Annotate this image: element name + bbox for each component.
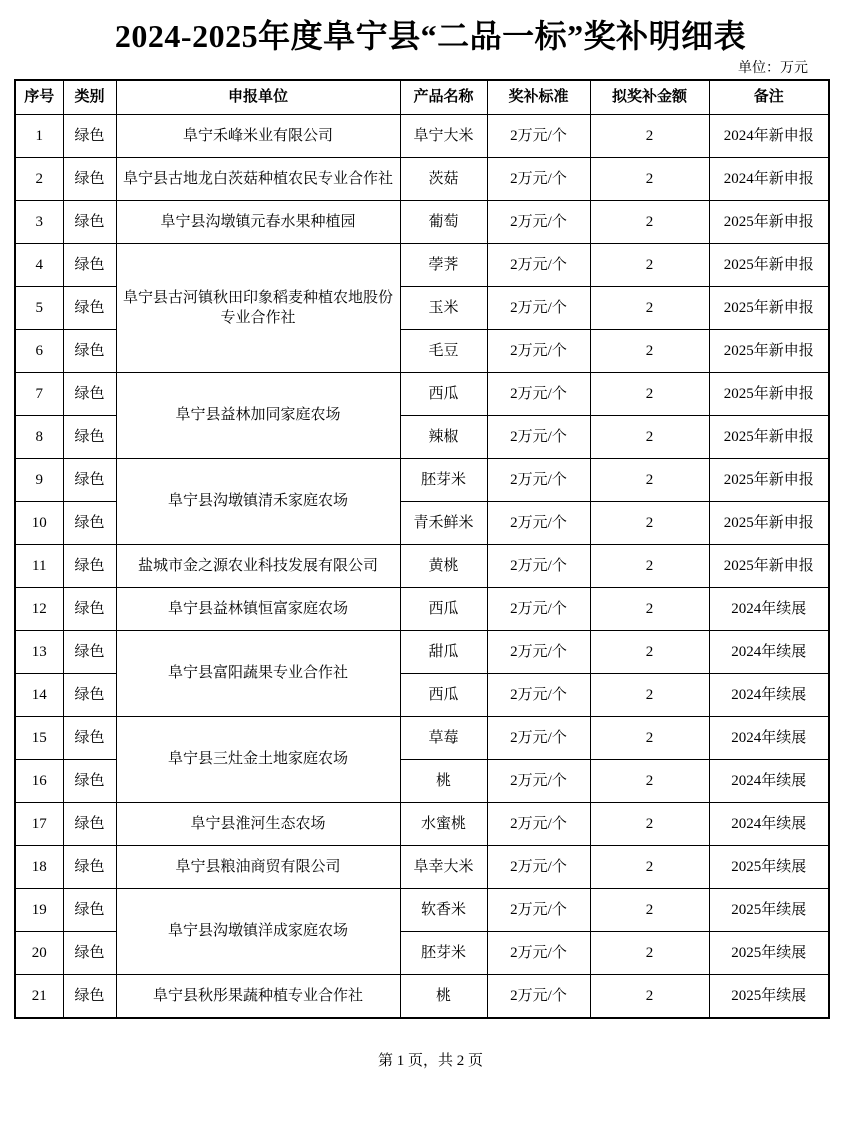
table-row — [15, 201, 829, 244]
amount-cell: 2 — [590, 244, 709, 287]
row-number-cell: 6 — [15, 330, 63, 373]
standard-cell: 2万元/个 — [487, 760, 590, 803]
remark-cell: 2025年新申报 — [709, 287, 829, 330]
standard-cell: 2万元/个 — [487, 932, 590, 975]
applicant-cell: 阜宁县益林加同家庭农场 — [116, 373, 400, 459]
remark-cell: 2024年续展 — [709, 674, 829, 717]
row-number-cell: 10 — [15, 502, 63, 545]
row-number-cell: 17 — [15, 803, 63, 846]
standard-cell: 2万元/个 — [487, 631, 590, 674]
standard-cell: 2万元/个 — [487, 330, 590, 373]
row-number-cell: 12 — [15, 588, 63, 631]
row-number-cell: 7 — [15, 373, 63, 416]
table-row — [15, 889, 829, 932]
row-number-cell: 9 — [15, 459, 63, 502]
col-header-amount: 拟奖补金额 — [590, 80, 709, 115]
product-cell: 玉米 — [400, 287, 487, 330]
product-cell: 胚芽米 — [400, 459, 487, 502]
remark-cell: 2024年续展 — [709, 803, 829, 846]
applicant-cell: 阜宁县粮油商贸有限公司 — [116, 846, 400, 889]
category-cell: 绿色 — [63, 545, 116, 588]
product-cell: 阜幸大米 — [400, 846, 487, 889]
row-number-cell: 5 — [15, 287, 63, 330]
remark-cell: 2025年新申报 — [709, 459, 829, 502]
applicant-cell: 阜宁县沟墩镇洋成家庭农场 — [116, 889, 400, 975]
col-header-applicant: 申报单位 — [116, 80, 400, 115]
category-cell: 绿色 — [63, 459, 116, 502]
category-cell: 绿色 — [63, 115, 116, 158]
amount-cell: 2 — [590, 932, 709, 975]
product-cell: 胚芽米 — [400, 932, 487, 975]
amount-cell: 2 — [590, 846, 709, 889]
amount-cell: 2 — [590, 975, 709, 1018]
row-number-cell: 2 — [15, 158, 63, 201]
category-cell: 绿色 — [63, 373, 116, 416]
remark-cell: 2024年续展 — [709, 631, 829, 674]
standard-cell: 2万元/个 — [487, 975, 590, 1018]
standard-cell: 2万元/个 — [487, 201, 590, 244]
product-cell: 西瓜 — [400, 588, 487, 631]
product-cell: 阜宁大米 — [400, 115, 487, 158]
row-number-cell: 15 — [15, 717, 63, 760]
row-number-cell: 11 — [15, 545, 63, 588]
remark-cell: 2025年续展 — [709, 975, 829, 1018]
table-row — [15, 588, 829, 631]
subsidy-table — [14, 79, 830, 1019]
standard-cell: 2万元/个 — [487, 115, 590, 158]
amount-cell: 2 — [590, 545, 709, 588]
standard-cell: 2万元/个 — [487, 502, 590, 545]
remark-cell: 2025年新申报 — [709, 502, 829, 545]
table-row — [15, 631, 829, 674]
table-row — [15, 244, 829, 287]
page-number: 第 1 页，共 2 页 — [377, 1052, 483, 1069]
standard-cell: 2万元/个 — [487, 459, 590, 502]
remark-cell: 2025年续展 — [709, 889, 829, 932]
unit-note: 单位：万元 — [738, 60, 808, 76]
amount-cell: 2 — [590, 201, 709, 244]
amount-cell: 2 — [590, 717, 709, 760]
table-row — [15, 545, 829, 588]
amount-cell: 2 — [590, 502, 709, 545]
product-cell: 青禾鲜米 — [400, 502, 487, 545]
remark-cell: 2024年新申报 — [709, 158, 829, 201]
table-row — [15, 975, 829, 1018]
standard-cell: 2万元/个 — [487, 158, 590, 201]
category-cell: 绿色 — [63, 932, 116, 975]
applicant-cell: 阜宁县富阳蔬果专业合作社 — [116, 631, 400, 717]
amount-cell: 2 — [590, 760, 709, 803]
product-cell: 西瓜 — [400, 674, 487, 717]
standard-cell: 2万元/个 — [487, 545, 590, 588]
remark-cell: 2025年新申报 — [709, 373, 829, 416]
remark-cell: 2024年续展 — [709, 760, 829, 803]
amount-cell: 2 — [590, 416, 709, 459]
applicant-cell: 阜宁县秋彤果蔬种植专业合作社 — [116, 975, 400, 1018]
product-cell: 毛豆 — [400, 330, 487, 373]
amount-cell: 2 — [590, 631, 709, 674]
applicant-cell: 阜宁县沟墩镇清禾家庭农场 — [116, 459, 400, 545]
category-cell: 绿色 — [63, 287, 116, 330]
row-number-cell: 13 — [15, 631, 63, 674]
row-number-cell: 21 — [15, 975, 63, 1018]
applicant-cell: 阜宁禾峰米业有限公司 — [116, 115, 400, 158]
product-cell: 草莓 — [400, 717, 487, 760]
applicant-cell: 阜宁县三灶金土地家庭农场 — [116, 717, 400, 803]
category-cell: 绿色 — [63, 674, 116, 717]
standard-cell: 2万元/个 — [487, 416, 590, 459]
amount-cell: 2 — [590, 373, 709, 416]
standard-cell: 2万元/个 — [487, 803, 590, 846]
col-header-no: 序号 — [15, 80, 63, 115]
product-cell: 葡萄 — [400, 201, 487, 244]
product-cell: 软香米 — [400, 889, 487, 932]
category-cell: 绿色 — [63, 201, 116, 244]
product-cell: 西瓜 — [400, 373, 487, 416]
remark-cell: 2025年续展 — [709, 846, 829, 889]
amount-cell: 2 — [590, 287, 709, 330]
applicant-cell: 阜宁县淮河生态农场 — [116, 803, 400, 846]
remark-cell: 2024年续展 — [709, 717, 829, 760]
applicant-cell: 阜宁县益林镇恒富家庭农场 — [116, 588, 400, 631]
amount-cell: 2 — [590, 674, 709, 717]
standard-cell: 2万元/个 — [487, 717, 590, 760]
remark-cell: 2025年新申报 — [709, 416, 829, 459]
product-cell: 茨菇 — [400, 158, 487, 201]
table-row — [15, 459, 829, 502]
standard-cell: 2万元/个 — [487, 846, 590, 889]
standard-cell: 2万元/个 — [487, 373, 590, 416]
row-number-cell: 4 — [15, 244, 63, 287]
product-cell: 辣椒 — [400, 416, 487, 459]
product-cell: 黄桃 — [400, 545, 487, 588]
product-cell: 荸荠 — [400, 244, 487, 287]
table-row — [15, 115, 829, 158]
remark-cell: 2025年新申报 — [709, 244, 829, 287]
amount-cell: 2 — [590, 330, 709, 373]
row-number-cell: 16 — [15, 760, 63, 803]
row-number-cell: 14 — [15, 674, 63, 717]
product-cell: 水蜜桃 — [400, 803, 487, 846]
remark-cell: 2025年续展 — [709, 932, 829, 975]
table-row — [15, 803, 829, 846]
category-cell: 绿色 — [63, 717, 116, 760]
applicant-cell: 盐城市金之源农业科技发展有限公司 — [116, 545, 400, 588]
applicant-cell: 阜宁县古河镇秋田印象稻麦种植农地股份专业合作社 — [116, 244, 400, 373]
standard-cell: 2万元/个 — [487, 244, 590, 287]
table-header — [15, 80, 829, 115]
table-row — [15, 846, 829, 889]
col-header-product: 产品名称 — [400, 80, 487, 115]
category-cell: 绿色 — [63, 803, 116, 846]
category-cell: 绿色 — [63, 846, 116, 889]
applicant-cell: 阜宁县古地龙白茨菇种植农民专业合作社 — [116, 158, 400, 201]
amount-cell: 2 — [590, 459, 709, 502]
product-cell: 甜瓜 — [400, 631, 487, 674]
table-row — [15, 717, 829, 760]
standard-cell: 2万元/个 — [487, 889, 590, 932]
category-cell: 绿色 — [63, 889, 116, 932]
standard-cell: 2万元/个 — [487, 287, 590, 330]
remark-cell: 2024年续展 — [709, 588, 829, 631]
category-cell: 绿色 — [63, 975, 116, 1018]
remark-cell: 2025年新申报 — [709, 201, 829, 244]
table-row — [15, 373, 829, 416]
category-cell: 绿色 — [63, 502, 116, 545]
row-number-cell: 20 — [15, 932, 63, 975]
amount-cell: 2 — [590, 115, 709, 158]
category-cell: 绿色 — [63, 631, 116, 674]
row-number-cell: 19 — [15, 889, 63, 932]
remark-cell: 2024年新申报 — [709, 115, 829, 158]
amount-cell: 2 — [590, 803, 709, 846]
category-cell: 绿色 — [63, 588, 116, 631]
header-row — [15, 80, 829, 115]
col-header-remark: 备注 — [709, 80, 829, 115]
amount-cell: 2 — [590, 158, 709, 201]
category-cell: 绿色 — [63, 330, 116, 373]
row-number-cell: 3 — [15, 201, 63, 244]
standard-cell: 2万元/个 — [487, 588, 590, 631]
amount-cell: 2 — [590, 588, 709, 631]
col-header-category: 类别 — [63, 80, 116, 115]
table-body — [15, 115, 829, 1018]
remark-cell: 2025年新申报 — [709, 545, 829, 588]
table-row — [15, 158, 829, 201]
standard-cell: 2万元/个 — [487, 674, 590, 717]
product-cell: 桃 — [400, 760, 487, 803]
remark-cell: 2025年新申报 — [709, 330, 829, 373]
category-cell: 绿色 — [63, 158, 116, 201]
applicant-cell: 阜宁县沟墩镇元春水果种植园 — [116, 201, 400, 244]
row-number-cell: 8 — [15, 416, 63, 459]
category-cell: 绿色 — [63, 244, 116, 287]
amount-cell: 2 — [590, 889, 709, 932]
table-container — [14, 60, 828, 1019]
col-header-standard: 奖补标准 — [487, 80, 590, 115]
category-cell: 绿色 — [63, 760, 116, 803]
row-number-cell: 1 — [15, 115, 63, 158]
row-number-cell: 18 — [15, 846, 63, 889]
page-title: 2024-2025年度阜宁县“二品一标”奖补明细表 — [114, 18, 747, 54]
category-cell: 绿色 — [63, 416, 116, 459]
product-cell: 桃 — [400, 975, 487, 1018]
